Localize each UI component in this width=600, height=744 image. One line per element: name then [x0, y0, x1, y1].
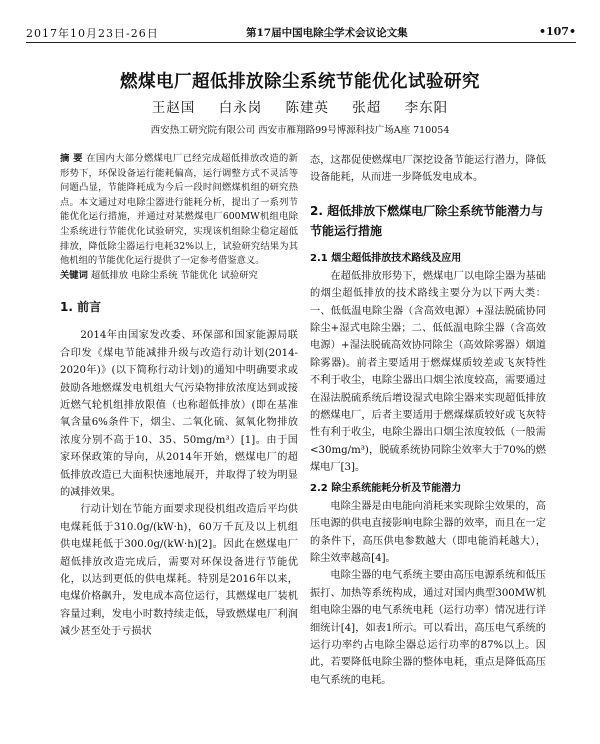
intro-paragraph-2: 行动计划在节能方面要求现役机组改造后平均供电煤耗低于310.0g/(kW·h)，60万千瓦及以上机组供电煤耗低于300.0g/(kW·h)[2]。因此在燃煤电厂超低排放改造完成后，需要对环保设备进行节能优化，以达到更低的供电煤耗。特别是2016年以来，电煤价格飙升，发电成本高位运行，其燃煤电厂装机容量过剩，发电小时数持续走低，导致燃煤电厂利润减少甚至处于亏损状	[60, 504, 298, 638]
abstract	[60, 152, 298, 269]
paper-affiliation: 西安热工研究院有限公司 西安市雁翔路99号博源科技广场A座 710054	[150, 125, 450, 136]
paper-authors: 王赵国 白永岗 陈建英 张超 李东阳	[151, 100, 449, 116]
section-1-heading: 1. 前言	[60, 300, 102, 315]
header-rule	[26, 42, 576, 43]
subsection-2-1-heading: 2.1 烟尘超低排放技术路线及应用	[310, 252, 462, 264]
header-proceedings: 第17届中国电除尘学术会议论文集	[246, 27, 408, 39]
page-number: •107•	[538, 25, 576, 38]
keywords-text: 超低排放 电除尘系统 节能优化 试验研究	[90, 269, 258, 281]
header-date: 2017年10月23日-26日	[26, 27, 159, 40]
paper-title: 燃煤电厂超低排放除尘系统节能优化试验研究	[120, 72, 480, 92]
subsection-2-2-heading: 2.2 除尘系统能耗分析及节能潜力	[310, 482, 462, 494]
subsection-2-2-paragraph-2: 电除尘器的电气系统主要由高压电源系统和低压振打、加热等系统构成，通过对国内典型300MW机组电除尘器的电气系统电耗（运行功率）情况进行详细统计[4]，如表1所示。可以看出，高压电气系统的运行功率约占电除尘器总运行功率的87%以上。因此，若要降低电除尘器的整体电耗，重点是降低高压电气系统的电耗。	[310, 570, 546, 686]
subsection-2-2-paragraph-1: 电除尘器是由电能向消耗来实现除尘效果的，高压电源的供电直接影响电除尘器的效率，而且在一定的条件下，高压供电参数越大（即电能消耗越大），除尘效率越高[4]。	[310, 500, 546, 564]
section-2-heading: 2. 超低排放下燃煤电厂除尘系统节能潜力与节能运行措施	[310, 203, 544, 238]
intro-continuation: 态，这都促使燃煤电厂深挖设备节能运行潜力，降低设备能耗，从而进一步降低发电成本。	[310, 155, 546, 184]
intro-paragraph-1: 2014年由国家发改委、环保部和国家能源局联合印发《煤电节能减排升级与改造行动计划(2014-2020年)》(以下简称行动计划)的通知中明确要求或鼓励各地燃煤发电机组大气污染物排放浓度达到或接近燃气轮机组排放限值（也称超低排放）(即在基准氧含量6%条件下，烟尘、二氧化硫、氮氧化物排放浓度分别不高于10、35、50mg/m³）[1]。由于国家环保政策的导向，从2014年开始，燃煤电厂的超低排放改造已大面积快速地展开，并取得了较为明显的减排效果。	[60, 330, 298, 498]
abstract-text: 在国内大部分燃煤电厂已经完成超低排放改造的新形势下，环保设备运行能耗偏高，运行调整方式不灵活等问题凸显，节能降耗成为今后一段时间燃煤机组的研究热点。本文通过对电除尘器进行能耗分析，提出了一系列节能优化运行措施，并通过对某燃煤电厂600MW机组电除尘系统进行节能优化试验研究，实现该机组除尘稳定超低排放，降低除尘器运行电耗32%以上，试验研究结果为其他机组的节能优化运行提供了一定参考借鉴意义。	[60, 153, 298, 267]
left-column	[60, 152, 298, 641]
keywords-label: 关键词	[60, 269, 88, 281]
right-column	[310, 152, 546, 689]
abstract-label: 摘 要	[60, 153, 83, 164]
running-header	[26, 20, 576, 42]
keywords	[60, 269, 298, 284]
subsection-2-1-paragraph: 在超低排放形势下，燃煤电厂以电除尘器为基础的烟尘超低排放的技术路线主要分为以下两大类：一、低低温电除尘器（含高效电源）+湿法脱硫协同除尘+湿式电除尘器；二、低低温电除尘器（含高效电源）+湿法脱硫高效协同除尘（高效除雾器）烟道除雾器)。前者主要适用于燃煤煤质较差或飞灰特性不利于收尘，电除尘器出口烟尘浓度较高，需要通过在湿法脱硫系统后增设湿式电除尘器来实现超低排放的燃煤电厂，后者主要适用于燃煤煤质较好或飞灰特性有利于收尘，电除尘器出口烟尘浓度较低（一般需<30mg/m³)，脱硫系统协同除尘效率大于70%的燃煤电厂[3]。	[310, 270, 546, 474]
